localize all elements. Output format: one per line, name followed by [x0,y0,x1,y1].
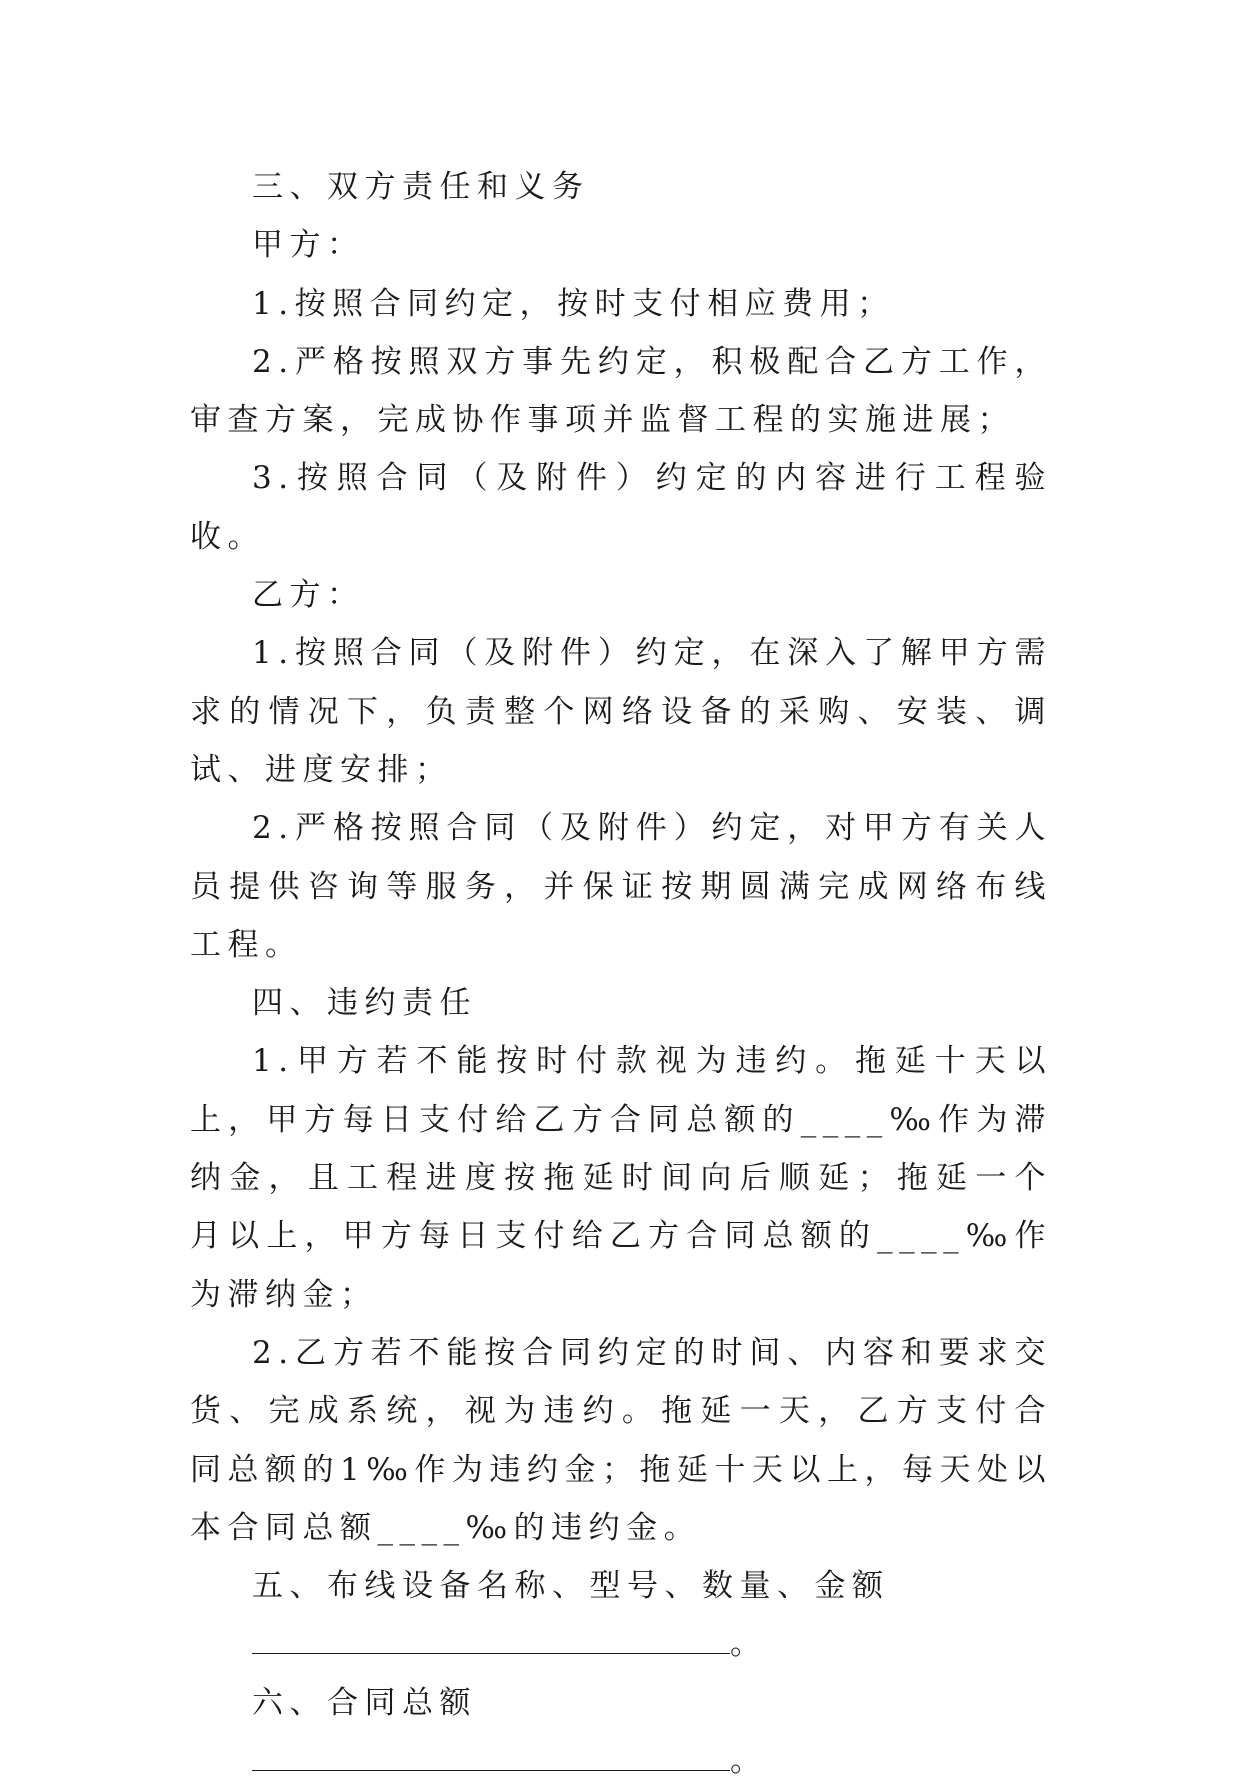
liability-item-1: 1.甲方若不能按时付款视为违约。拖延十天以上，甲方每日支付给乙方合同总额的____‰作为滞纳金，且工程进度按拖延时间向后顺延；拖延一个月以上，甲方每日支付给乙方合同总额的____‰作为滞纳金； [190,1043,1052,1313]
party-a-item-1: 1.按照合同约定，按时支付相应费用； [252,285,895,322]
liability-item-2: 2.乙方若不能按合同约定的时间、内容和要求交货、完成系统，视为违约。拖延一天，乙方支付合同总额的1‰作为违约金；拖延十天以上，每天处以本合同总额____‰的违约金。 [190,1334,1052,1546]
section-6-blank [252,1732,730,1771]
document-body [190,158,1052,1790]
party-b-heading: 乙方： [252,577,365,614]
section-5-period: 。 [730,1626,761,1663]
section-5-title: 五、布线设备名称、型号、数量、金额 [252,1568,890,1605]
section-3-title: 三、双方责任和义务 [252,169,590,205]
party-a-item-3: 3.按照合同（及附件）约定的内容进行工程验收。 [190,460,1052,555]
party-b-item-2: 2.严格按照合同（及附件）约定，对甲方有关人员提供咨询等服务，并保证按期圆满完成网络布线工程。 [190,810,1052,963]
party-a-item-2: 2.严格按照双方事先约定，积极配合乙方工作，审查方案，完成协作事项并监督工程的实施进展； [190,343,1052,439]
section-5-fill-line [190,1615,1052,1673]
party-b-item-1: 1.按照合同（及附件）约定，在深入了解甲方需求的情况下，负责整个网络设备的采购、安装、调试、进度安排； [190,635,1052,788]
party-a-heading: 甲方： [252,227,365,264]
section-6-fill-line [190,1732,1052,1790]
section-6-title: 六、合同总额 [252,1684,477,1721]
section-5-blank [252,1615,730,1654]
section-6-period: 。 [730,1743,761,1780]
section-4-title: 四、违约责任 [252,985,477,1022]
